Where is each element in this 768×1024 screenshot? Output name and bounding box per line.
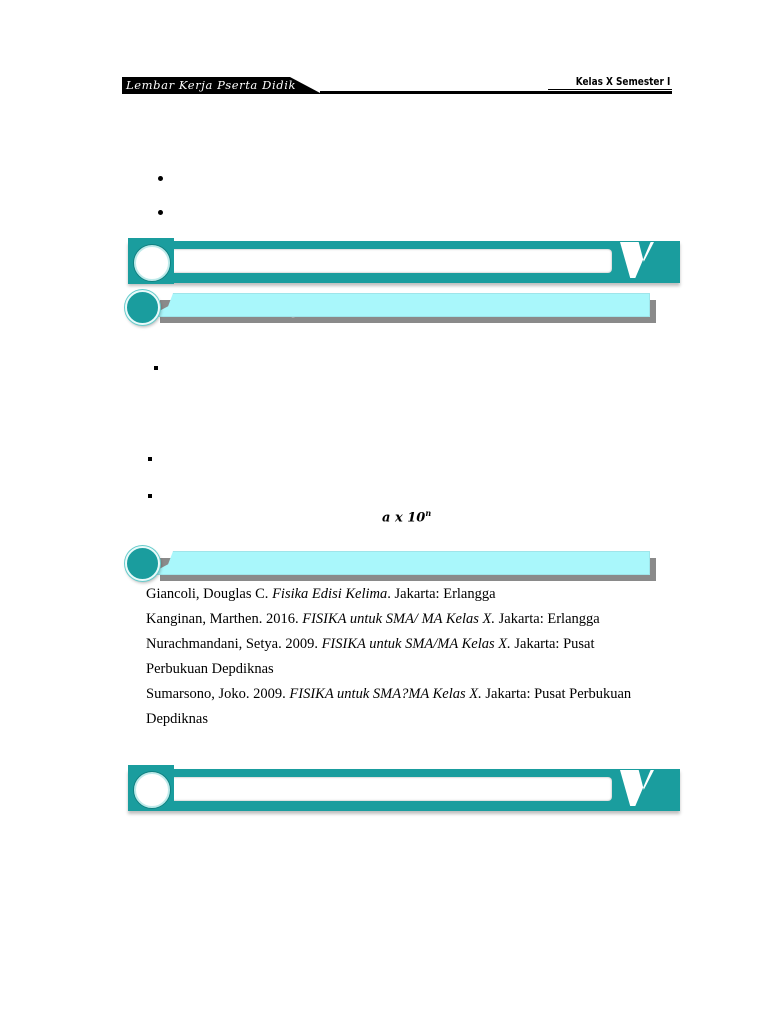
reference-line: Kanginan, Marthen. 2016. FISIKA untuk SMA/ MA Kelas X. Jakarta: Erlangga (146, 611, 600, 627)
header-rule-thin (548, 89, 672, 90)
reference-line: Depdiknas (146, 711, 209, 727)
section-banner-field (170, 249, 612, 273)
bullet-square (148, 494, 152, 498)
subsection-circle-icon (125, 290, 160, 325)
reference-line: Giancoli, Douglas C. Fisika Edisi Kelima. Jakarta: Erlangga (146, 586, 496, 602)
badge-circle (134, 245, 170, 281)
bullet-square (154, 366, 158, 370)
bullet-dot (158, 176, 163, 181)
header-right-label: Kelas X Semester I (575, 76, 670, 88)
reference-line: Perbukuan Depdiknas (146, 661, 274, 677)
header-left-label: Lembar Kerja Pserta Didik (126, 78, 297, 92)
subsection-circle-icon (125, 546, 160, 581)
bullet-dot (158, 210, 163, 215)
reference-line: Nurachmandani, Setya. 2009. FISIKA untuk SMA/MA Kelas X. Jakarta: Pusat (146, 636, 595, 652)
bullet-square (148, 457, 152, 461)
reference-line: Sumarsono, Joko. 2009. FISIKA untuk SMA?MA Kelas X. Jakarta: Pusat Perbukuan (146, 686, 632, 702)
subsection-bar-materi (148, 293, 650, 317)
subsection-bar-referensi (148, 551, 650, 575)
header-rule (320, 91, 672, 94)
badge-circle (134, 772, 170, 808)
scientific-notation-formula: a x 10$^n$ (382, 508, 432, 526)
section-banner-field (170, 777, 612, 801)
